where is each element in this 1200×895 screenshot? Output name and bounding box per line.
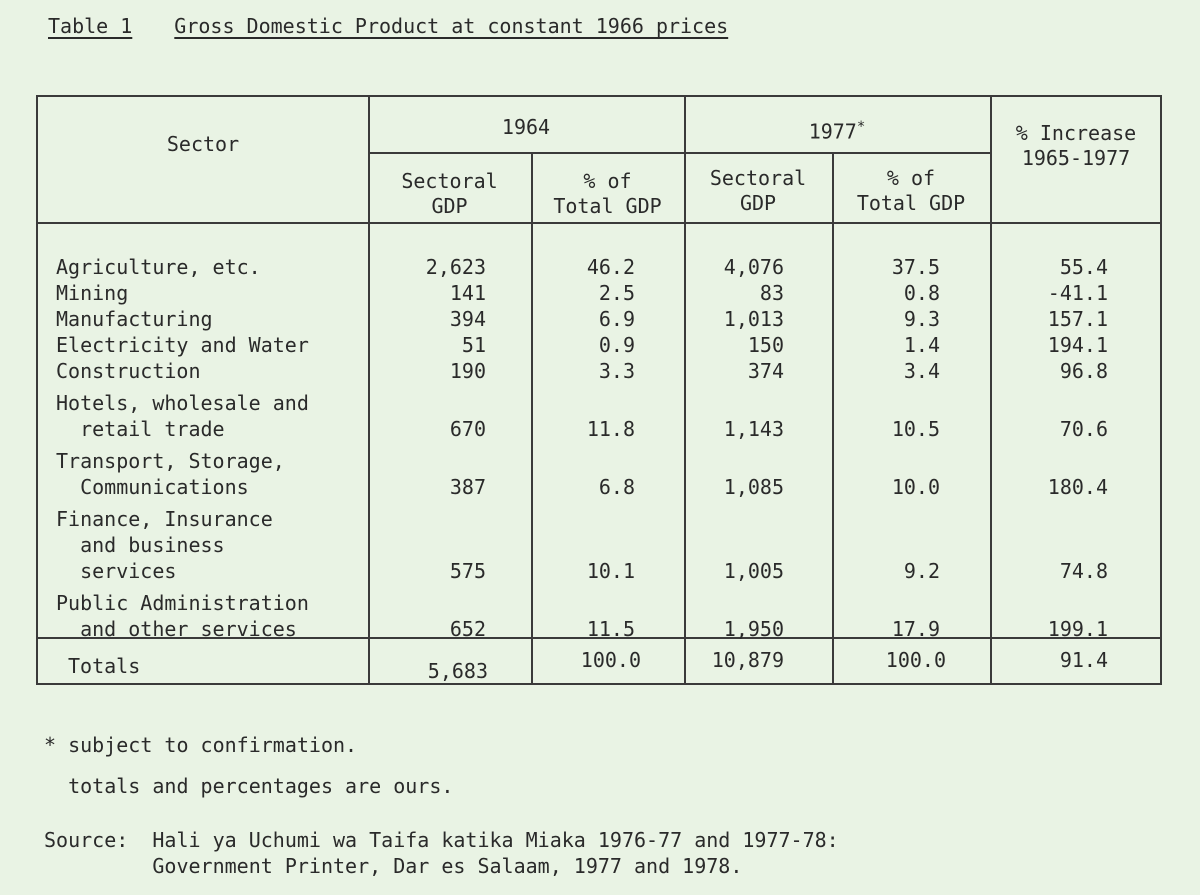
cell-pct1977: 0.8: [903, 281, 940, 305]
cell-gdp1977: 1,005: [723, 559, 784, 583]
header-line: GDP: [431, 194, 468, 218]
cell-pct1964: 2.5: [598, 281, 635, 305]
header-sectoral-gdp-1977: [684, 166, 832, 216]
totals-label: Totals: [68, 654, 141, 678]
cell-gdp1964: 670: [449, 417, 486, 441]
sector-label: Agriculture, etc.: [56, 255, 261, 279]
totals-gdp-1964: 5,683: [427, 659, 488, 683]
cell-increase: 157.1: [1047, 307, 1108, 331]
header-line: GDP: [739, 191, 777, 215]
header-increase-line1: % Increase: [1015, 121, 1137, 145]
cell-gdp1977: 83: [759, 281, 784, 305]
header-sector: Sector: [166, 132, 240, 156]
cell-increase: 74.8: [1059, 559, 1108, 583]
table-title: Gross Domestic Product at constant 1966 prices: [174, 14, 729, 38]
cell-pct1964: 46.2: [586, 255, 635, 279]
cell-increase: 55.4: [1059, 255, 1108, 279]
cell-pct1964: 6.8: [598, 475, 635, 499]
cell-pct1977: 17.9: [891, 617, 940, 641]
header-sectoral-gdp-1964: [368, 169, 531, 219]
row-divider: [38, 222, 1162, 224]
header-line: Total GDP: [856, 191, 966, 215]
cell-gdp1964: 575: [449, 559, 486, 583]
totals-pct-1977: 100.0: [885, 648, 946, 672]
cell-gdp1964: 190: [449, 359, 486, 383]
col-divider: [990, 97, 992, 683]
cell-gdp1977: 374: [747, 359, 784, 383]
cell-pct1977: 3.4: [903, 359, 940, 383]
footnote-line2: totals and percentages are ours.: [44, 774, 454, 798]
cell-gdp1977: 1,085: [723, 475, 784, 499]
sector-label: Mining: [56, 281, 129, 305]
footnote-line1: * subject to confirmation.: [44, 733, 358, 757]
cell-pct1964: 11.8: [586, 417, 635, 441]
year-1977-asterisk: *: [856, 119, 866, 135]
cell-increase: 180.4: [1047, 475, 1108, 499]
source-line2: Government Printer, Dar es Salaam, 1977 and 1978.: [44, 854, 743, 878]
cell-gdp1977: 1,950: [723, 617, 784, 641]
cell-gdp1964: 652: [449, 617, 486, 641]
sector-label: services: [56, 559, 177, 583]
header-increase: [990, 121, 1162, 171]
cell-pct1964: 11.5: [586, 617, 635, 641]
cell-gdp1964: 141: [449, 281, 486, 305]
gdp-table: [36, 95, 1162, 685]
cell-pct1977: 9.2: [903, 559, 940, 583]
header-line: % of: [583, 169, 632, 193]
sector-label: Construction: [56, 359, 201, 383]
totals-increase: 91.4: [1059, 648, 1108, 672]
cell-pct1977: 9.3: [903, 307, 940, 331]
cell-increase: 199.1: [1047, 617, 1108, 641]
cell-pct1964: 10.1: [586, 559, 635, 583]
cell-gdp1977: 150: [747, 333, 784, 357]
cell-gdp1977: 1,013: [723, 307, 784, 331]
sector-label: and business: [56, 533, 225, 557]
table-heading: [48, 14, 728, 38]
sector-label: Transport, Storage,: [56, 449, 285, 473]
cell-gdp1964: 2,623: [425, 255, 486, 279]
cell-pct1964: 3.3: [598, 359, 635, 383]
source-line1: Source: Hali ya Uchumi wa Taifa katika Miaka 1976-77 and 1977-78:: [44, 828, 839, 852]
header-line: Total GDP: [553, 194, 662, 218]
cell-pct1977: 1.4: [903, 333, 940, 357]
totals-pct-1964: 100.0: [580, 648, 641, 672]
totals-gdp-1977: 10,879: [711, 648, 784, 672]
sector-label: Communications: [56, 475, 249, 499]
cell-gdp1964: 394: [449, 307, 486, 331]
cell-pct1977: 10.0: [891, 475, 940, 499]
header-year-1977: [684, 115, 990, 145]
cell-gdp1977: 4,076: [723, 255, 784, 279]
cell-gdp1964: 51: [461, 333, 486, 357]
cell-increase: 96.8: [1059, 359, 1108, 383]
cell-pct1964: 0.9: [598, 333, 635, 357]
header-line: Sectoral: [709, 166, 807, 190]
header-increase-line2: 1965-1977: [1021, 146, 1131, 170]
sector-label: Manufacturing: [56, 307, 213, 331]
cell-gdp1977: 1,143: [723, 417, 784, 441]
cell-pct1977: 37.5: [891, 255, 940, 279]
year-1977-label: 1977: [808, 119, 857, 144]
sector-label: Finance, Insurance: [56, 507, 273, 531]
table-label: Table 1: [48, 14, 133, 38]
sector-label: Hotels, wholesale and: [56, 391, 309, 415]
header-line: Sectoral: [401, 169, 498, 193]
sector-label: Electricity and Water: [56, 333, 309, 357]
sector-label: retail trade: [56, 417, 225, 441]
header-pct-1977: [832, 166, 990, 216]
cell-gdp1964: 387: [449, 475, 486, 499]
cell-pct1977: 10.5: [891, 417, 940, 441]
row-divider: [368, 152, 990, 154]
cell-pct1964: 6.9: [598, 307, 635, 331]
cell-increase: -41.1: [1047, 281, 1108, 305]
header-line: % of: [886, 166, 936, 190]
sector-label: and other services: [56, 617, 297, 641]
cell-increase: 194.1: [1047, 333, 1108, 357]
header-year-1964: 1964: [501, 115, 551, 139]
cell-increase: 70.6: [1059, 417, 1108, 441]
sector-label: Public Administration: [56, 591, 309, 615]
header-pct-1964: [531, 169, 684, 219]
